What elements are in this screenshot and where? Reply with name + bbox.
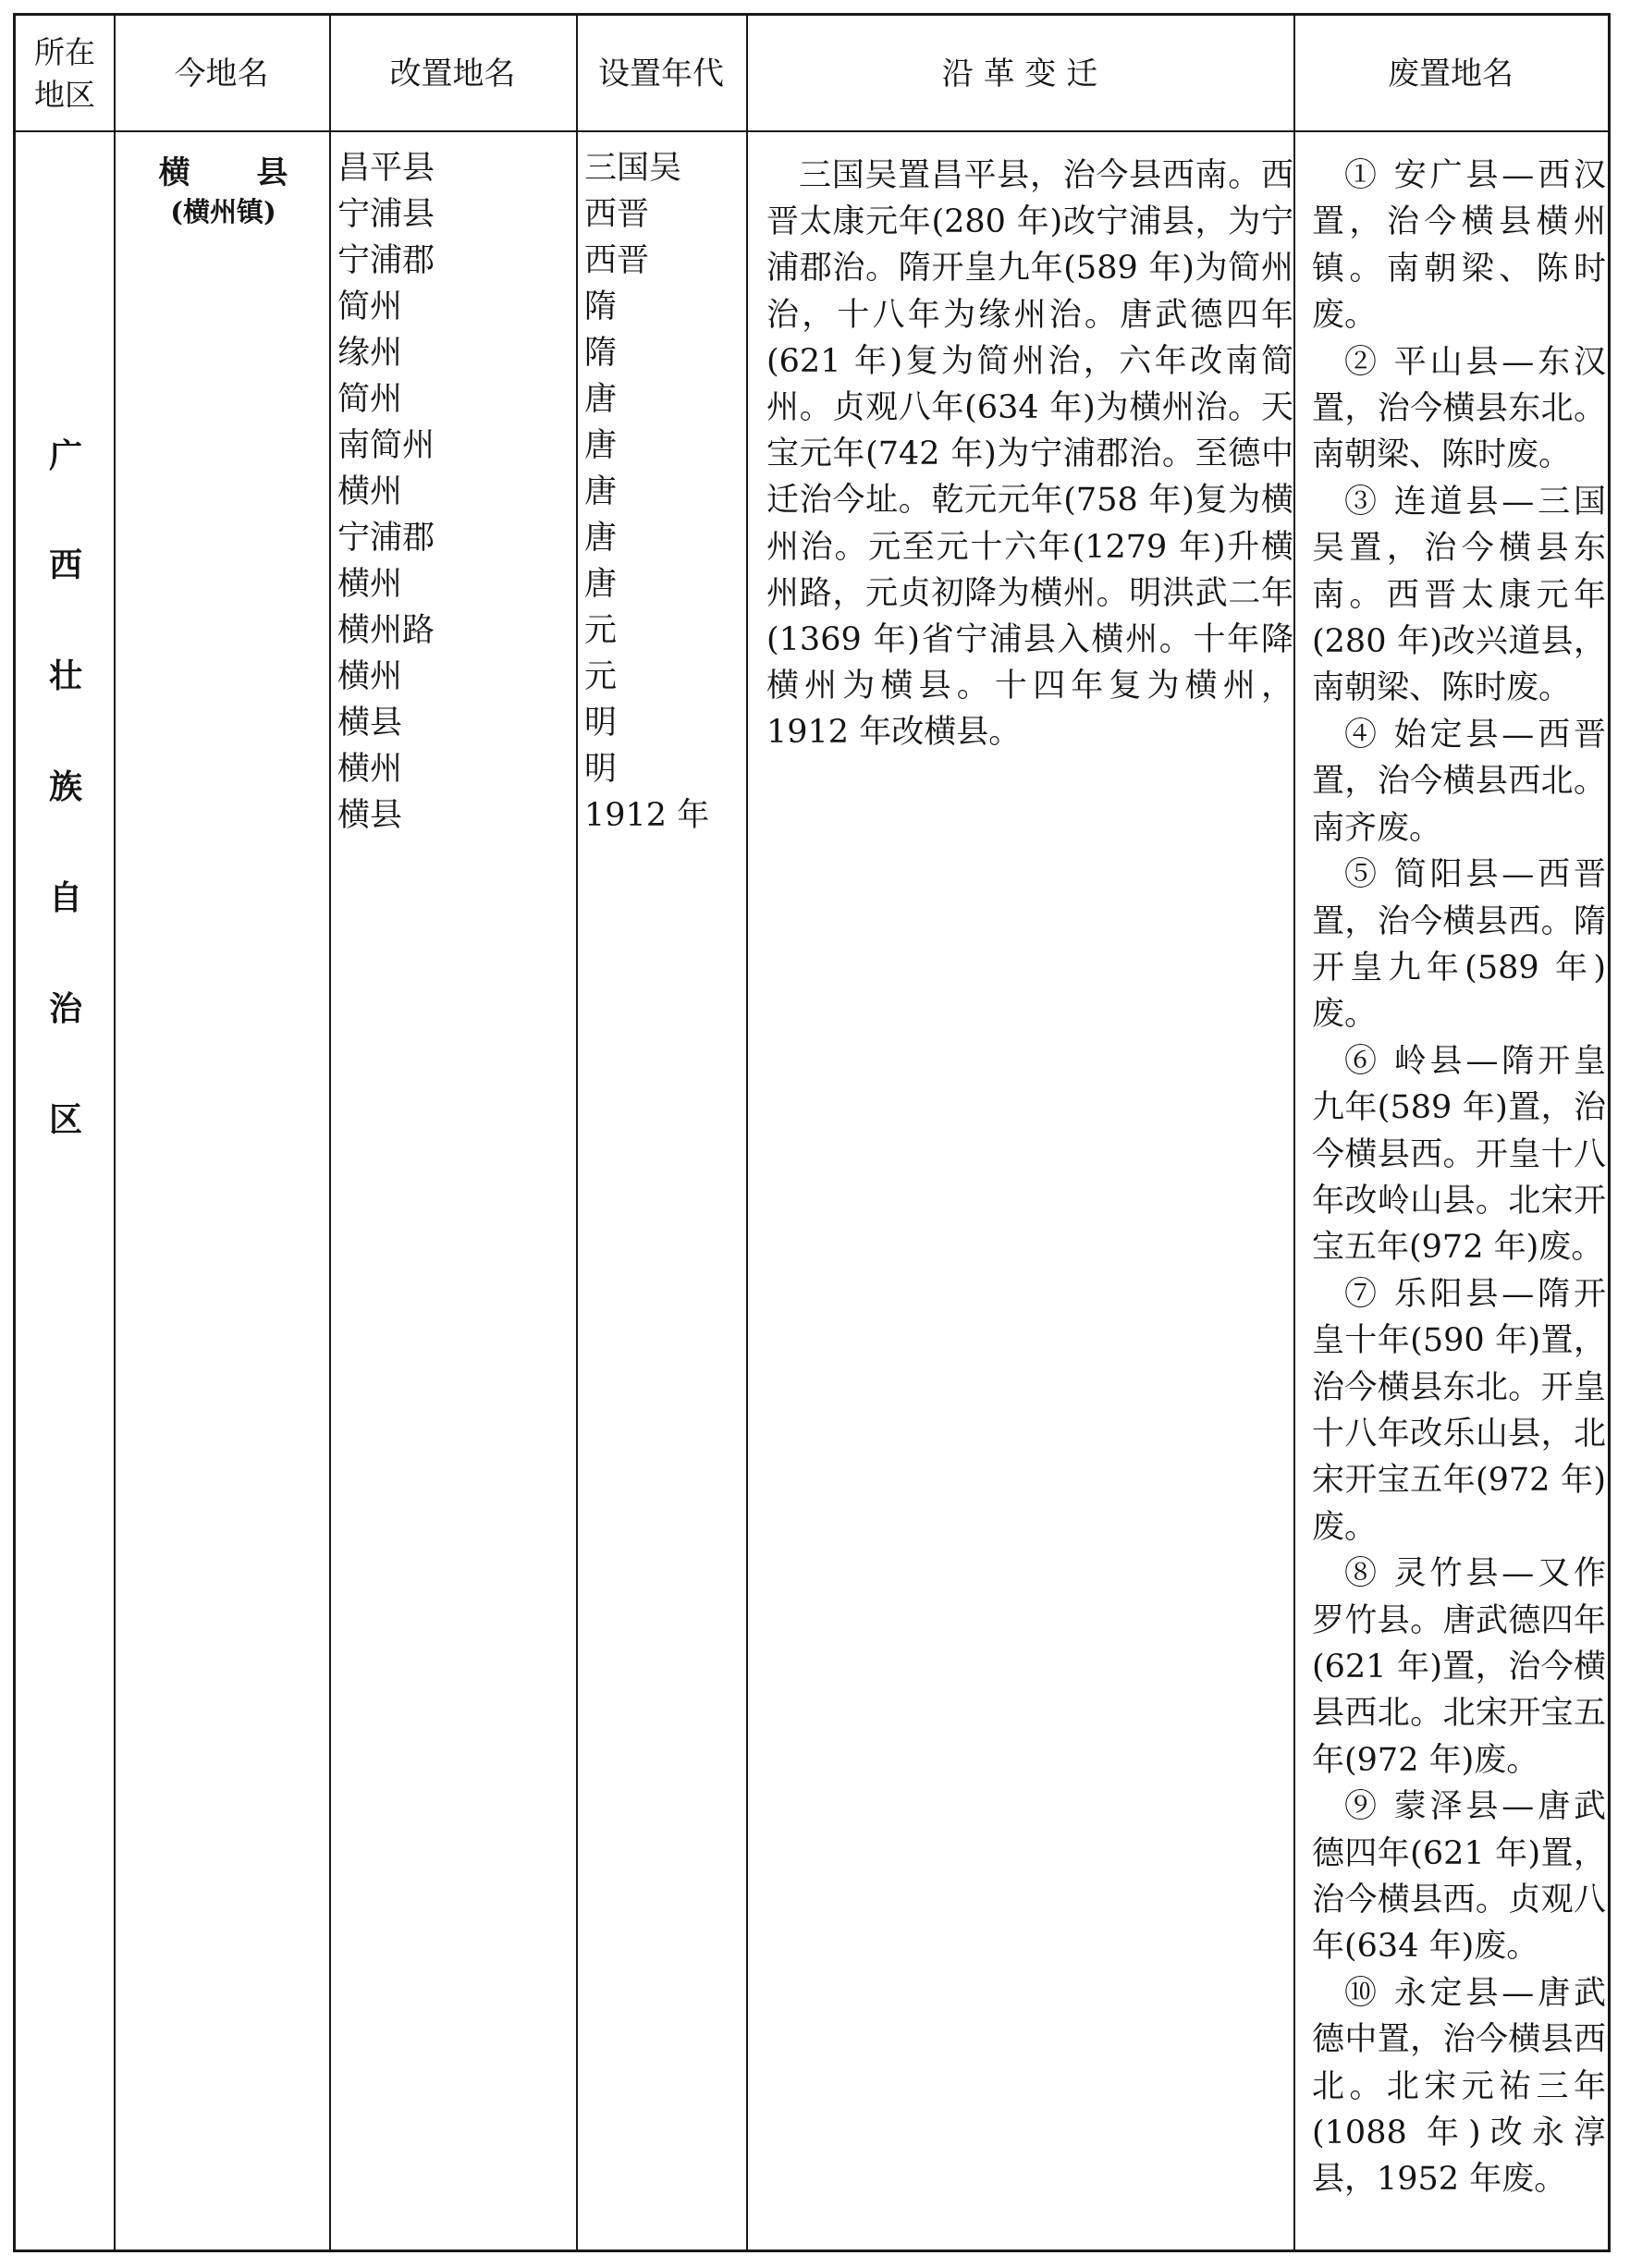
abolished-list [1312, 153, 1606, 2203]
era-value: 明 [584, 751, 618, 788]
region-label [16, 132, 116, 2250]
renamed-name: 简州 [337, 288, 403, 325]
era-value: 隋 [584, 288, 618, 325]
era-value: 唐 [584, 520, 618, 557]
today-name: 横 县 [158, 154, 316, 191]
header-renamed: 改置地名 [389, 55, 516, 92]
column-divider [329, 16, 331, 2250]
era-value: 元 [584, 612, 618, 649]
renamed-name: 横州 [337, 658, 403, 695]
renamed-name: 宁浦郡 [337, 242, 435, 279]
renamed-name: 横州 [337, 473, 403, 510]
column-divider [1293, 16, 1295, 2250]
era-value: 西晋 [584, 196, 650, 233]
era-value: 三国吴 [584, 150, 682, 187]
renamed-name: 昌平县 [337, 150, 435, 187]
abolished-entry: ⑥ 岭县—隋开皇九年(589 年)置，治今横县西。开皇十八年改岭山县。北宋开宝五年(972 年)废。 [1312, 1042, 1606, 1267]
history-table [13, 13, 1611, 2252]
renamed-name: 横县 [337, 705, 403, 742]
era-list [584, 145, 709, 839]
abolished-entry: ⑦ 乐阳县—隋开皇十年(590 年)置，治今横县东北。开皇十八年改乐山县，北宋开宝五年(972 年)废。 [1312, 1275, 1606, 1546]
header-evolution: 沿 革 变 迁 [941, 55, 1098, 92]
abolished-entry: ② 平山县—东汉置，治今横县东北。南朝梁、陈时废。 [1312, 343, 1606, 474]
era-value: 唐 [584, 381, 618, 418]
region-char: 广 [48, 436, 82, 475]
abolished-entry: ⑤ 简阳县—西晋置，治今横县西。隋开皇九年(589 年)废。 [1312, 856, 1606, 1034]
abolished-entry: ④ 始定县—西晋置，治今横县西北。南齐废。 [1312, 716, 1606, 847]
renamed-name: 横州路 [337, 612, 435, 649]
column-divider [746, 16, 748, 2250]
region-char: 区 [48, 1100, 82, 1139]
column-divider [576, 16, 578, 2250]
header-abolished: 废置地名 [1388, 55, 1514, 92]
era-value: 唐 [584, 473, 618, 510]
region-char: 西 [48, 546, 82, 584]
era-value: 隋 [584, 335, 618, 372]
region-char: 治 [48, 989, 82, 1028]
era-value: 唐 [584, 427, 618, 464]
renamed-name: 缘州 [337, 335, 403, 372]
renamed-name: 横州 [337, 751, 403, 788]
era-value: 元 [584, 658, 618, 695]
renamed-name: 宁浦县 [337, 196, 435, 233]
abolished-entry: ① 安广县—西汉置，治今横县横州镇。南朝梁、陈时废。 [1312, 157, 1606, 335]
era-value: 唐 [584, 566, 618, 603]
era-value: 西晋 [584, 242, 650, 279]
abolished-entry: ⑧ 灵竹县—又作罗竹县。唐武德四年(621 年)置，治今横县西北。北宋开宝五年(972 年)废。 [1312, 1555, 1606, 1779]
header-region: 所在地区 [34, 34, 95, 113]
header-today-name: 今地名 [174, 55, 269, 92]
renamed-name: 宁浦郡 [337, 520, 435, 557]
today-name-cell [116, 153, 331, 230]
renamed-name: 简州 [337, 381, 403, 418]
abolished-entry: ③ 连道县—三国吴置，治今横县东南。西晋太康元年(280 年)改兴道县，南朝梁、陈时废。 [1312, 483, 1606, 707]
renamed-list [337, 145, 435, 839]
era-value: 1912 年 [584, 797, 710, 834]
region-char: 族 [48, 767, 82, 806]
renamed-name: 横县 [337, 797, 403, 834]
abolished-entry: ⑩ 永定县—唐武德中置，治今横县西北。北宋元祐三年(1088 年)改永淳县，1952 年废。 [1312, 1974, 1606, 2199]
region-char: 自 [48, 878, 82, 917]
evolution-text: 三国吴置昌平县，治今县西南。西晋太康元年(280 年)改宁浦县，为宁浦郡治。隋开皇九年(589 年)为简州治，十八年为缘州治。唐武德四年(621 年)复为简州治，六年改南简州。贞观八年(634 年)为横州治。天宝元年(742 年)为宁浦郡治。至德中迁治今址。乾元元年(758 年)复为横州治。元至元十六年(1279 年)升横州路，元贞初降为横州。明洪武二年(1369 年)省宁浦县入横州。十年降横州为横县。十四年复为横州，1912 年改横县。 [766, 157, 1293, 752]
region-char: 壮 [48, 656, 82, 695]
header-era: 设置年代 [598, 55, 724, 92]
abolished-entry: ⑨ 蒙泽县—唐武德四年(621 年)置，治今横县西。贞观八年(634 年)废。 [1312, 1788, 1606, 1966]
era-value: 明 [584, 705, 618, 742]
renamed-name: 南简州 [337, 427, 435, 464]
today-name-note: (横州镇) [170, 196, 276, 227]
renamed-name: 横州 [337, 566, 403, 603]
